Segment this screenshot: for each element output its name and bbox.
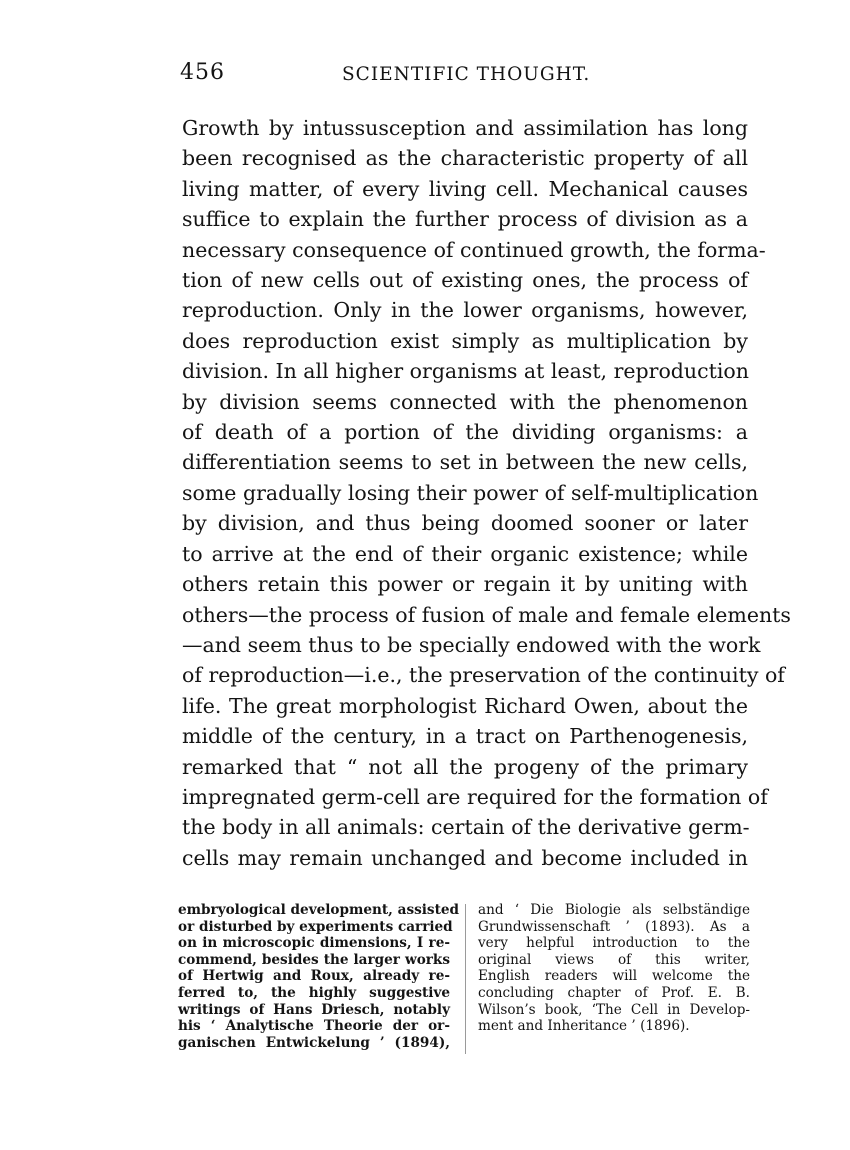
footnote-line: on in microscopic dimensions, I re- <box>178 935 450 952</box>
text-line: by division seems connected with the phenomenon <box>182 389 748 414</box>
text-line: life. The great morphologist Richard Owen, about the <box>182 693 748 718</box>
footnote-line: embryological development, assisted <box>178 902 460 918</box>
text-line: Growth by intussusception and assimilation has long <box>182 116 748 140</box>
footnote-line: very helpful introduction to the <box>478 935 750 952</box>
text-line: necessary consequence of continued growth, the forma- <box>182 237 766 262</box>
footnote-line: English readers will welcome the <box>478 968 750 985</box>
text-line: does reproduction exist simply as multiplication by <box>182 328 748 353</box>
text-line: remarked that “ not all the progeny of the primary <box>182 754 748 779</box>
footnote-left-column <box>178 902 460 1051</box>
column-divider <box>465 904 466 1054</box>
body-text <box>182 113 791 873</box>
text-line: —and seem thus to be specially endowed with the work <box>182 632 761 657</box>
text-line: of reproduction—i.e., the preservation of the continuity of <box>182 663 785 688</box>
page-number: 456 <box>180 60 225 85</box>
text-line: middle of the century, in a tract on Parthenogenesis, <box>182 724 748 749</box>
text-line: living matter, of every living cell. Mechanical causes <box>182 176 748 201</box>
text-line: suffice to explain the further process of division as a <box>182 207 748 232</box>
footnote-line: his ‘ Analytische Theorie der or- <box>178 1018 450 1035</box>
footnote-line: of Hertwig and Roux, already re- <box>178 968 450 985</box>
running-head: SCIENTIFIC THOUGHT. <box>342 64 591 85</box>
text-line: the body in all animals: certain of the derivative germ- <box>182 815 750 840</box>
footnote-line: ment and Inheritance ’ (1896). <box>478 1018 690 1035</box>
text-line: some gradually losing their power of self-multiplication <box>182 480 759 505</box>
text-line: of death of a portion of the dividing organisms: a <box>182 420 748 445</box>
footnote-line: commend, besides the larger works <box>178 951 450 968</box>
footnote-line: Wilson’s book, ‘The Cell in Develop- <box>478 1001 750 1018</box>
footnotes <box>178 902 750 1062</box>
text-line: been recognised as the characteristic property of all <box>182 146 748 171</box>
text-line: others—the process of fusion of male and female elements <box>182 602 791 627</box>
text-line: differentiation seems to set in between the new cells, <box>182 450 748 475</box>
footnote-line: writings of Hans Driesch, notably <box>178 1001 450 1018</box>
text-line: cells may remain unchanged and become included in <box>182 845 748 870</box>
footnote-line: original views of this writer, <box>478 951 750 968</box>
footnote-line: ferred to, the highly suggestive <box>178 984 450 1001</box>
footnote-line: ganischen Entwickelung ’ (1894), <box>178 1034 450 1051</box>
footnote-line: Grundwissenschaft ’ (1893). As a <box>478 918 750 935</box>
page-header <box>180 60 748 96</box>
footnote-line: concluding chapter of Prof. E. B. <box>478 984 750 1001</box>
text-line: reproduction. Only in the lower organisms, however, <box>182 298 748 323</box>
text-line: others retain this power or regain it by uniting with <box>182 572 748 597</box>
footnote-line: or disturbed by experiments carried <box>178 918 453 935</box>
footnote-line: and ‘ Die Biologie als selbständige <box>478 902 750 918</box>
text-line: tion of new cells out of existing ones, the process of <box>182 268 748 293</box>
text-line: by division, and thus being doomed sooner or later <box>182 511 748 536</box>
text-line: division. In all higher organisms at least, reproduction <box>182 359 749 384</box>
text-line: impregnated germ-cell are required for the formation of <box>182 784 768 809</box>
footnote-right-column <box>478 902 750 1035</box>
text-line: to arrive at the end of their organic existence; while <box>182 541 748 566</box>
